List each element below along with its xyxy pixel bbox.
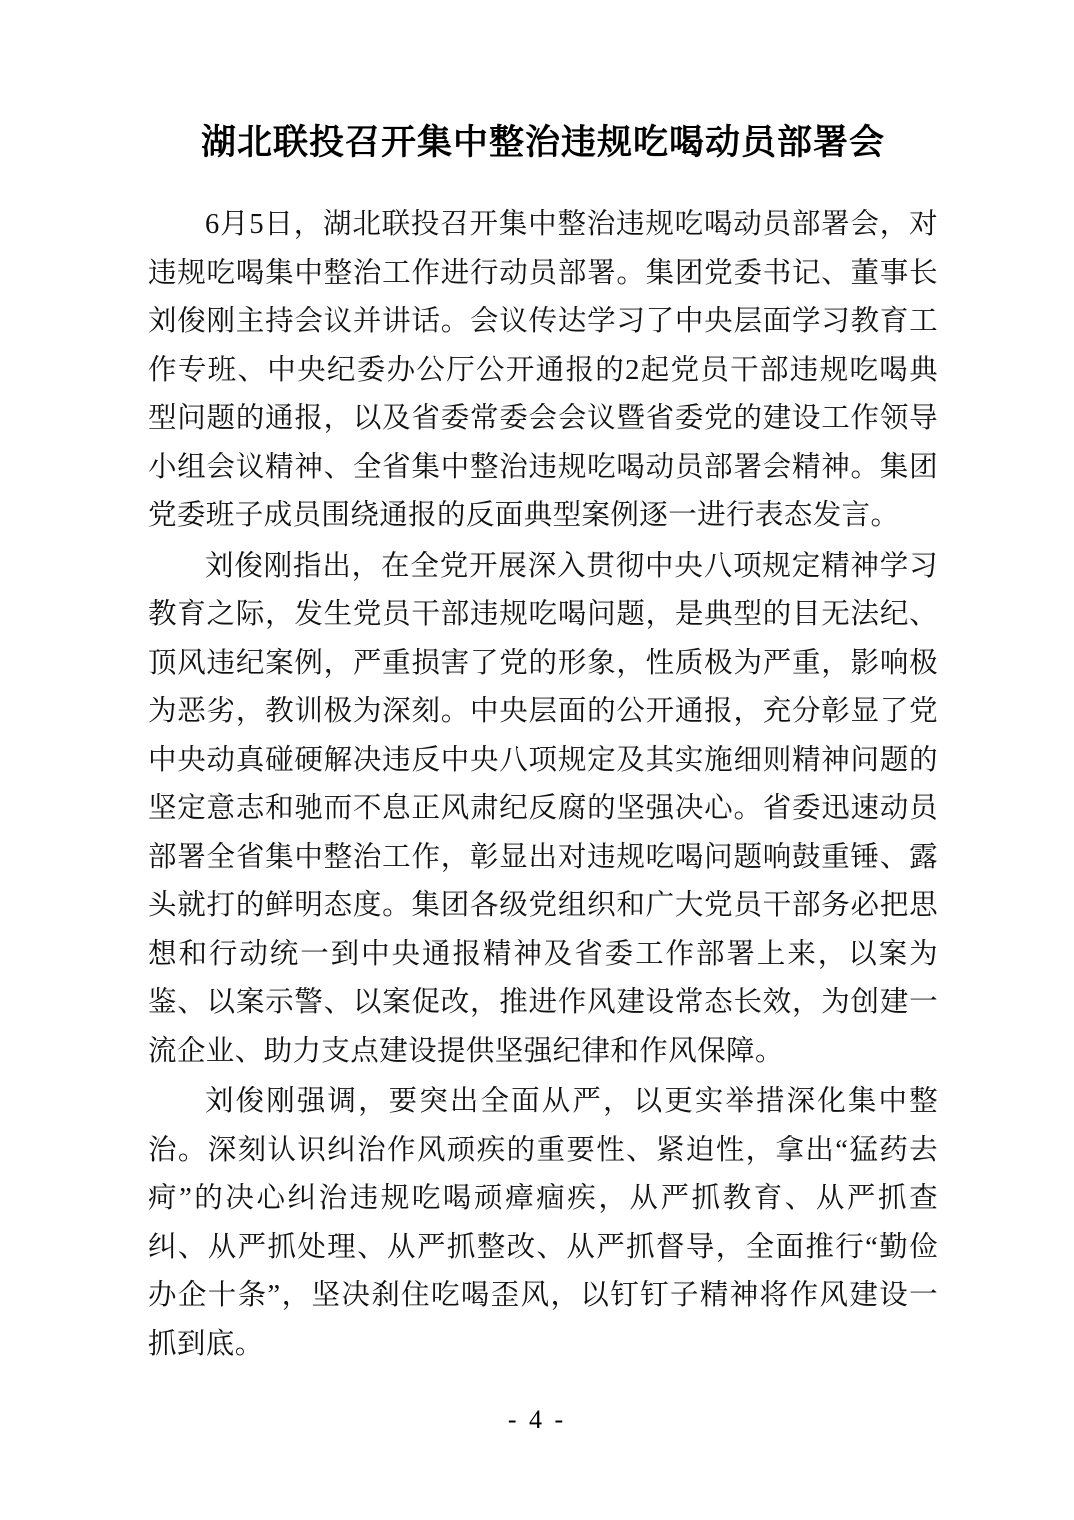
paragraph-list	[148, 201, 938, 1369]
paragraph: 刘俊刚强调，要突出全面从严，以更实举措深化集中整治。深刻认识纠治作风顽疾的重要性、紧迫性，拿出“猛药去疴”的决心纠治违规吃喝顽瘴痼疾，从严抓教育、从严抓查纠、从严抓处理、从严抓整改、从严抓督导，全面推行“勤俭办企十条”，坚决刹住吃喝歪风，以钉钉子精神将作风建设一抓到底。	[148, 1086, 938, 1360]
page-number: - 4 -	[507, 1405, 567, 1434]
page-title: 湖北联投召开集中整治违规吃喝动员部署会	[200, 123, 885, 162]
paragraph: 刘俊刚指出，在全党开展深入贯彻中央八项规定精神学习教育之际，发生党员干部违规吃喝问题，是典型的目无法纪、顶风违纪案例，严重损害了党的形象，性质极为严重，影响极为恶劣，教训极为深刻。中央层面的公开通报，充分彰显了党中央动真碰硬解决违反中央八项规定及其实施细则精神问题的坚定意志和驰而不息正风肃纪反腐的坚强决心。省委迅速动员部署全省集中整治工作，彰显出对违规吃喝问题响鼓重锤、露头就打的鲜明态度。集团各级党组织和广大党员干部务必把思想和行动统一到中央通报精神及省委工作部署上来，以案为鉴、以案示警、以案促改，推进作风建设常态长效，为创建一流企业、助力支点建设提供坚强纪律和作风保障。	[148, 550, 938, 1067]
paragraph: 6月5日，湖北联投召开集中整治违规吃喝动员部署会，对违规吃喝集中整治工作进行动员部署。集团党委书记、董事长刘俊刚主持会议并讲话。会议传达学习了中央层面学习教育工作专班、中央纪委办公厅公开通报的2起党员干部违规吃喝典型问题的通报，以及省委常委会会议暨省委党的建设工作领导小组会议精神、全省集中整治违规吃喝动员部署会精神。集团党委班子成员围绕通报的反面典型案例逐一进行表态发言。	[148, 209, 938, 531]
document-body	[148, 0, 938, 1371]
